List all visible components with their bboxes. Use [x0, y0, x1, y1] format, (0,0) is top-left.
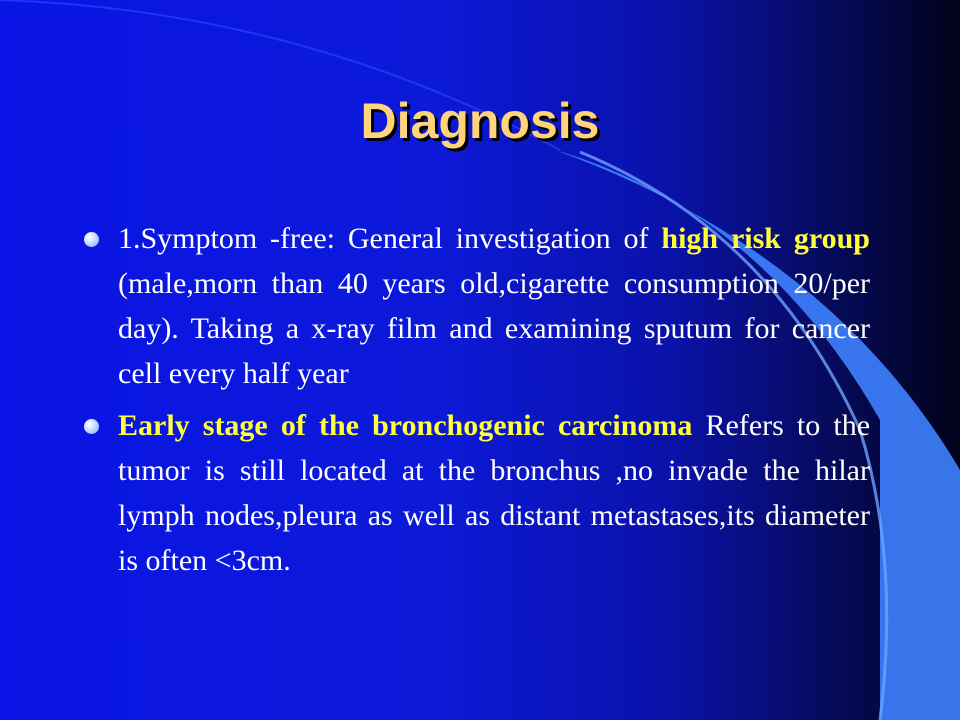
bullet-text-post: (male,morn than 40 years old,cigarette consumption 20/per day). Taking a x-ray film and examining sputum for cancer cell every half year	[118, 267, 870, 390]
bullet-item	[80, 216, 870, 396]
bullet-highlight: Early stage of the bronchogenic carcinoma	[118, 409, 693, 442]
bullet-icon	[84, 232, 99, 247]
bullet-text	[118, 409, 870, 577]
slide-body	[80, 216, 870, 590]
bullet-highlight: high risk group	[661, 222, 870, 255]
slide-title: Diagnosis	[360, 93, 600, 149]
bullet-item	[80, 403, 870, 583]
bullet-text-pre: 1.Symptom -free: General investigation of	[118, 222, 662, 255]
bullet-text	[118, 222, 870, 390]
bullet-icon	[84, 419, 99, 434]
bullet-text-post: Refers to the tumor is still located at the bronchus ,no invade the hilar lymph nodes,pleura as well as distant metastases,its diameter is often <3cm.	[118, 409, 871, 577]
